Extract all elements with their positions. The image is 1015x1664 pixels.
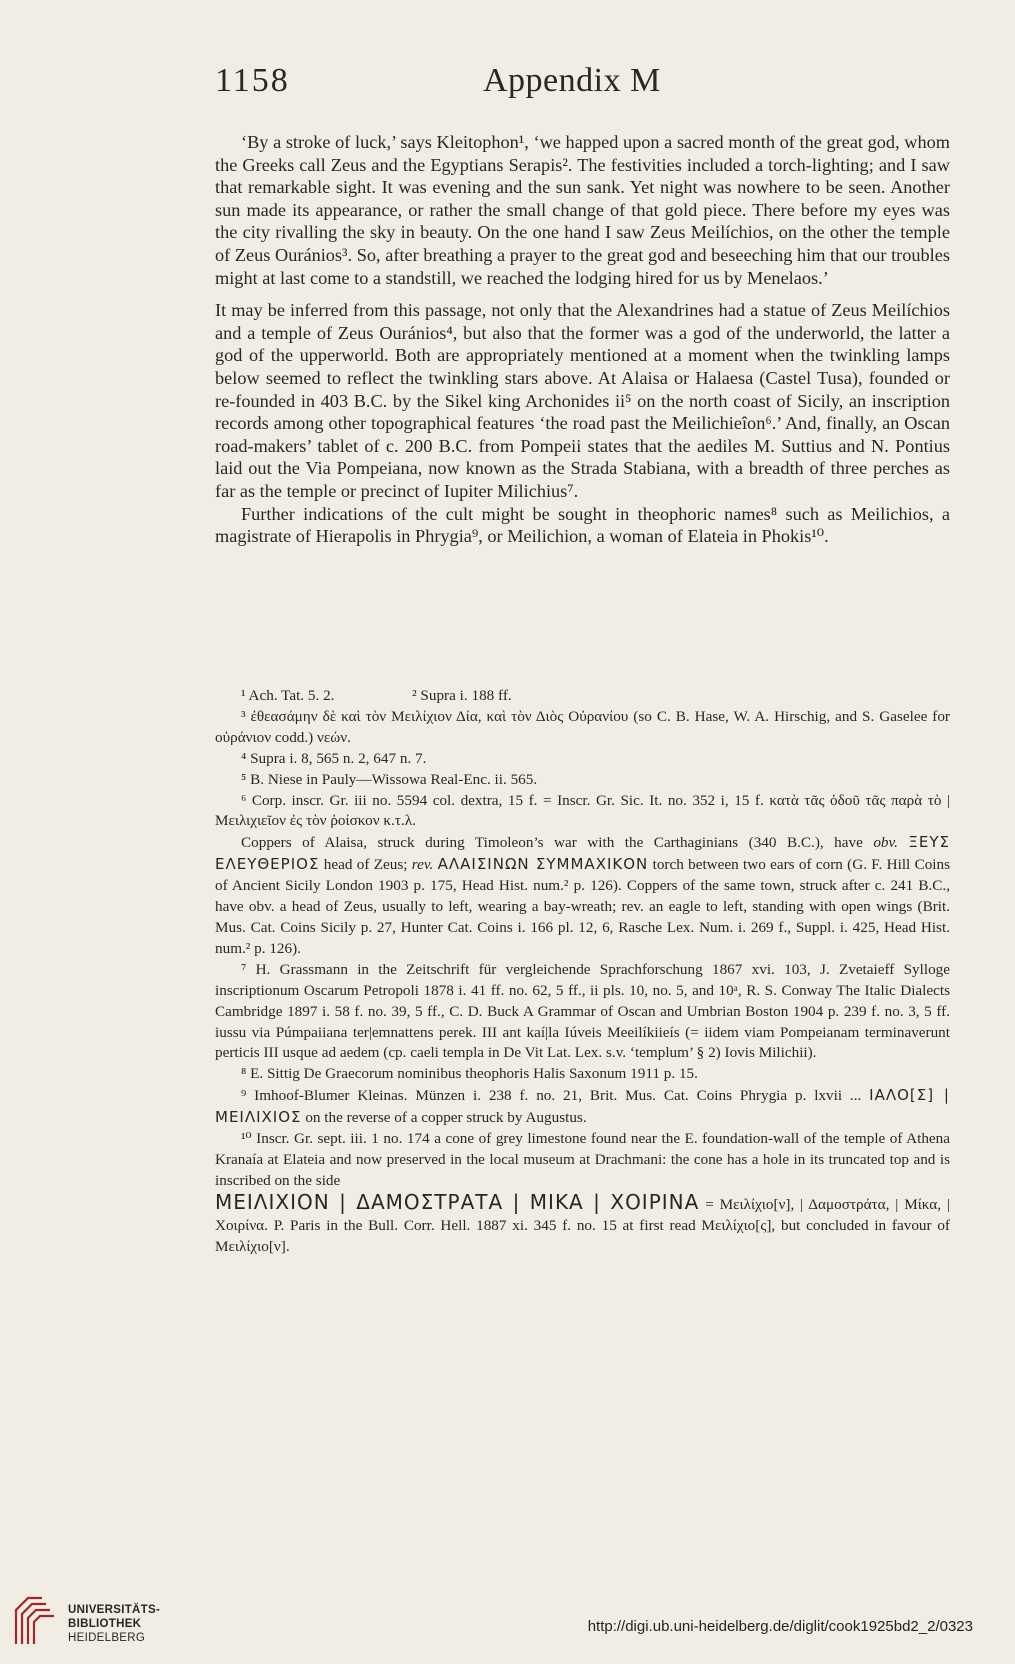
library-logo-icon	[12, 1594, 58, 1646]
footnotes	[215, 686, 950, 1257]
footnote-3: ³ ἐθεασάμην δὲ καὶ τὸν Μειλίχιον Δία, καὶ τὸν Διὸς Οὐρανίου (so C. B. Hase, W. A. Hirschig, and S. Gaselee for οὐράνιον codd.) νεών.	[215, 707, 950, 746]
coin-legend-obverse: ΞΕΥΣ ΕΛΕΥΘΕΡΙΟΣ	[215, 833, 951, 874]
footnote-10-inscription: ΜΕΙΛΙΧΙΟΝ | ΔΑΜΟΣΤΡΑΤΑ | ΜΙΚΑ | ΧΟΙΡΙΝΑ = Μειλίχιο[ν], | Δαμοστράτα, | Μίκα, | Χοιρίνα. P. Paris in the Bull. Corr. Hell. 1887 xi. 345 f. no. 15 at first read Μειλίχιο[ς], but concluded in favour of Μειλίχιο[ν].	[215, 1189, 950, 1255]
footnote-8: ⁸ E. Sittig De Graecorum nominibus theophoris Halis Saxonum 1911 p. 15.	[241, 1065, 698, 1083]
footnote-6: ⁶ Corp. inscr. Gr. iii no. 5594 col. dextra, 15 f. = Inscr. Gr. Sic. It. no. 352 i, 15 f. κατὰ τᾶς ὁδοῦ τᾶς παρὰ τὸ | Μειλιχιεῖον ἐς τὸν ῥοίσκον κ.τ.λ.	[215, 791, 950, 830]
footnote-1: ¹ Ach. Tat. 5. 2.	[241, 687, 335, 704]
library-name-line-3: HEIDELBERG	[68, 1632, 146, 1644]
page-header	[215, 62, 950, 112]
coin-legend-reverse: ΑΛΑΙΣΙΝΩΝ ΣΥΜΜΑΧΙΚΟΝ	[437, 855, 649, 874]
footnote-10: ¹⁰ Inscr. Gr. sept. iii. 1 no. 174 a cone of grey limestone found near the E. foundation-wall of the temple of Athena Kranaía at Elateia and now preserved in the local museum at Drachmani: the cone has a hole in its truncated top and is inscribed on the side	[215, 1130, 950, 1189]
paragraph-theophoric: Further indications of the cult might be sought in theophoric names⁸ such as Meilichios, a magistrate of Hierapolis in Phrygia⁹, or Meilichion, a woman of Elateia in Phokis¹⁰.	[215, 503, 950, 547]
main-text	[215, 131, 950, 548]
source-url[interactable]: http://digi.ub.uni-heidelberg.de/diglit/cook1925bd2_2/0323	[587, 1618, 973, 1635]
page-number: 1158	[215, 62, 290, 99]
page-title: Appendix M	[483, 62, 661, 99]
footnote-4: ⁴ Supra i. 8, 565 n. 2, 647 n. 7.	[241, 749, 427, 767]
footnote-9: ⁹ Imhoof-Blumer Kleinas. Münzen i. 238 f. no. 21, Brit. Mus. Cat. Coins Phrygia p. lxvii ... ΙΑΛΟ[Σ] | ΜΕΙΛΙΧΙΟΣ on the reverse of a copper struck by Augustus.	[215, 1086, 950, 1127]
footnote-2: ² Supra i. 188 ff.	[412, 687, 512, 704]
library-name-line-2: BIBLIOTHEK	[68, 1618, 142, 1630]
footnote-5: ⁵ B. Niese in Pauly—Wissowa Real-Enc. ii. 565.	[241, 770, 538, 788]
footnote-7: ⁷ H. Grassmann in the Zeitschrift für vergleichende Sprachforschung 1867 xvi. 103, J. Zvetaieff Sylloge inscriptionum Oscarum Petropoli 1878 i. 41 ff. no. 62, 5 ff., ii pls. 10, no. 5, and 10ᵃ, R. S. Conway The Italic Dialects Cambridge 1897 i. 58 f. no. 39, 5 ff., C. D. Buck A Grammar of Oscan and Umbrian Boston 1904 p. 239 f. no. 3, 5 ff. iussu via Púmpaiiana ter|emnattens perek. III ant kaí|la Iúveis Meeilíkiieís (= iidem viam Pompeianam terminaverunt perticis III usque ad aedem (cp. caeli templa in De Vit Lat. Lex. s.v. ‘templum’ § 2) Iovis Milichii).	[215, 960, 950, 1062]
library-name-line-1: UNIVERSITÄTS-	[68, 1604, 161, 1616]
cone-inscription: ΜΕΙΛΙΧΙΟΝ | ΔΑΜΟΣΤΡΑΤΑ | ΜΙΚΑ | ΧΟΙΡΙΝΑ	[215, 1189, 700, 1214]
coin-legend-phrygia: ΙΑΛΟ[Σ] | ΜΕΙΛΙΧΙΟΣ	[215, 1086, 950, 1127]
paragraph-quote: ‘By a stroke of luck,’ says Kleitophon¹, ‘we happed upon a sacred month of the great god, whom the Greeks call Zeus and the Egyptians Serapis². The festivities included a torch-lighting; and I saw that remarkable sight. It was evening and the sun sank. Yet night was nowhere to be seen. Another sun made its appearance, or rather the small change of that gold piece. There before my eyes was the city rivalling the sky in beauty. On the one hand I saw Zeus Meilíchios, on the other the temple of Zeus Ouránios³. So, after breathing a prayer to the great god and beseeching him that our troubles might at last come to a standstill, we reached the lodging hired for us by Menelaos.’	[215, 132, 950, 288]
paragraph-inference: It may be inferred from this passage, not only that the Alexandrines had a statue of Zeus Meilíchios and a temple of Zeus Ouránios⁴, but also that the former was a god of the underworld, the latter a god of the upperworld. Both are appropriately mentioned at a moment when the twinkling lamps below seemed to reflect the twinkling stars above. At Alaisa or Halaesa (Castel Tusa), founded or re-founded in 403 B.C. by the Sikel king Archonides ii⁵ on the north coast of Sicily, an inscription records among other topographical features ‘the road past the Meilichieîon⁶.’ And, finally, an Oscan road-makers’ tablet of c. 200 B.C. from Pompeii states that the aediles M. Suttius and N. Pontius laid out the Via Pompeiana, now known as the Strada Stabiana, with a breadth of three perches as far as the temple or precinct of Iupiter Milichius⁷.	[215, 300, 950, 501]
footnote-6-coins: Coppers of Alaisa, struck during Timoleon’s war with the Carthaginians (340 B.C.), have obv. ΞΕΥΣ ΕΛΕΥΘΕΡΙΟΣ head of Zeus; rev. ΑΛΑΙΣΙΝΩΝ ΣΥΜΜΑΧΙΚΟΝ torch between two ears of corn (G. F. Hill Coins of Ancient Sicily London 1903 p. 175, Head Hist. num.² p. 126). Coppers of the same town, struck after c. 241 B.C., have obv. a head of Zeus, usually to left, wearing a bay-wreath; rev. an eagle to left, standing with open wings (Brit. Mus. Cat. Coins Sicily p. 27, Hunter Cat. Coins i. 166 pl. 12, 6, Rasche Lex. Num. i. 269 f., Suppl. i. 425, Head Hist. num.² p. 126).	[215, 833, 951, 957]
library-logo	[12, 1590, 172, 1650]
footnote-1-2	[215, 686, 950, 707]
